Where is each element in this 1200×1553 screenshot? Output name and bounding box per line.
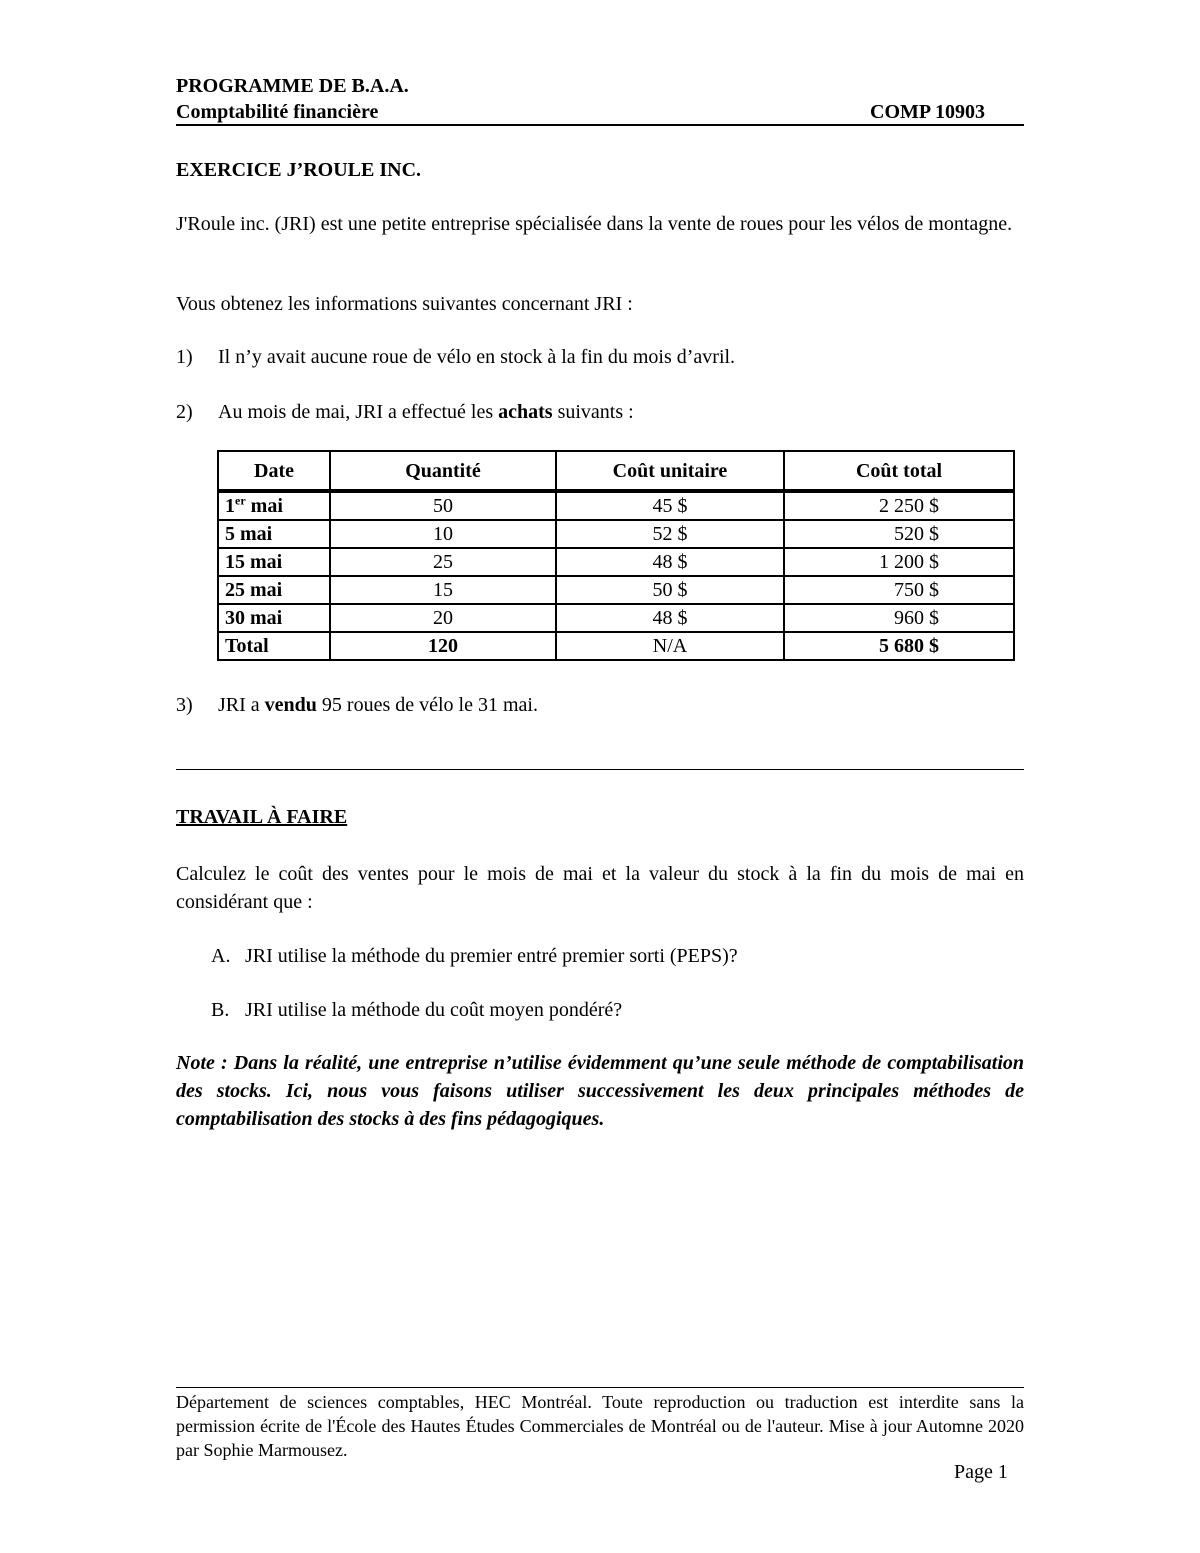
row-total-cost: 520 $	[784, 520, 1014, 548]
header-unit-cost: Coût unitaire	[556, 451, 784, 491]
item-1-text: Il n’y avait aucune roue de vélo en stock à la fin du mois d’avril.	[218, 346, 736, 368]
program-title: PROGRAMME DE B.A.A.	[176, 75, 409, 97]
item-1-number: 1)	[176, 346, 193, 368]
section-divider	[176, 769, 1024, 770]
item-3-text	[218, 691, 538, 719]
total-label: Total	[218, 632, 330, 660]
date-month: mai	[245, 495, 283, 517]
date-day: 1	[225, 495, 235, 517]
intro-paragraph: J'Roule inc. (JRI) est une petite entreprise spécialisée dans la vente de roues pour les vélos de montagne.	[176, 213, 1013, 235]
task-text: Calculez le coût des ventes pour le mois de mai et la valeur du stock à la fin du mois de mai en considérant que :	[176, 863, 1024, 913]
total-cost: 5 680 $	[784, 632, 1014, 660]
total-quantity: 120	[330, 632, 556, 660]
row-unit-cost: 50 $	[556, 576, 784, 604]
item-3-number: 3)	[176, 694, 193, 716]
header-divider	[176, 124, 1024, 126]
row-quantity: 15	[330, 576, 556, 604]
note-paragraph: Note : Dans la réalité, une entreprise n’utilise évidemment qu’une seule méthode de comptabilisation des stocks. Ici, nous vous faisons utiliser successivement les deux principales méthodes de comptabilisation des stocks à des fins pédagogiques.	[176, 1052, 1024, 1130]
item-2-text	[218, 398, 634, 426]
option-b-label: B.	[211, 999, 230, 1021]
table-header-row	[218, 451, 1014, 491]
item-3-text-before: JRI a	[218, 694, 265, 716]
option-b-text: JRI utilise la méthode du coût moyen pondéré?	[245, 999, 623, 1021]
item-2-text-after: suivants :	[552, 401, 634, 423]
row-date: 30 mai	[218, 604, 330, 632]
option-a-text: JRI utilise la méthode du premier entré premier sorti (PEPS)?	[245, 945, 738, 967]
header-total-cost: Coût total	[784, 451, 1014, 491]
table-row	[218, 548, 1014, 576]
row-quantity: 10	[330, 520, 556, 548]
info-intro: Vous obtenez les informations suivantes concernant JRI :	[176, 293, 633, 315]
course-code: COMP 10903	[870, 101, 985, 123]
item-3-text-after: 95 roues de vélo le 31 mai.	[316, 694, 538, 716]
item-2-number: 2)	[176, 401, 193, 423]
item-3-bold: vendu	[264, 694, 317, 716]
table-total-row	[218, 632, 1014, 660]
option-a-label: A.	[211, 945, 231, 967]
row-total-cost: 1 200 $	[784, 548, 1014, 576]
row-unit-cost: 48 $	[556, 604, 784, 632]
row-date: 15 mai	[218, 548, 330, 576]
row-total-cost: 960 $	[784, 604, 1014, 632]
item-2-bold: achats	[498, 401, 553, 423]
header-date: Date	[218, 451, 330, 491]
row-quantity: 20	[330, 604, 556, 632]
purchases-table	[217, 450, 1015, 661]
row-unit-cost: 45 $	[556, 491, 784, 520]
date-superscript: er	[235, 493, 246, 508]
page-number: Page 1	[954, 1461, 1008, 1483]
course-title: Comptabilité financière	[176, 101, 379, 123]
table-row	[218, 491, 1014, 520]
footer-divider	[176, 1387, 1024, 1388]
footer-text: Département de sciences comptables, HEC Montréal. Toute reproduction ou traduction est interdite sans la permission écrite de l'École des Hautes Études Commerciales de Montréal ou de l'auteur. Mise à jour Automne 2020 par Sophie Marmousez.	[176, 1392, 1024, 1460]
row-date: 25 mai	[218, 576, 330, 604]
row-date: 5 mai	[218, 520, 330, 548]
row-total-cost: 2 250 $	[784, 491, 1014, 520]
row-quantity: 25	[330, 548, 556, 576]
row-quantity: 50	[330, 491, 556, 520]
exercise-title: EXERCICE J’ROULE INC.	[176, 159, 422, 181]
row-date	[218, 491, 330, 520]
row-unit-cost: 52 $	[556, 520, 784, 548]
table-row	[218, 604, 1014, 632]
total-unit-cost: N/A	[556, 632, 784, 660]
header-quantity: Quantité	[330, 451, 556, 491]
table-row	[218, 520, 1014, 548]
task-title: TRAVAIL À FAIRE	[176, 806, 348, 828]
row-total-cost: 750 $	[784, 576, 1014, 604]
row-unit-cost: 48 $	[556, 548, 784, 576]
item-2-text-before: Au mois de mai, JRI a effectué les	[218, 401, 499, 423]
table-row	[218, 576, 1014, 604]
